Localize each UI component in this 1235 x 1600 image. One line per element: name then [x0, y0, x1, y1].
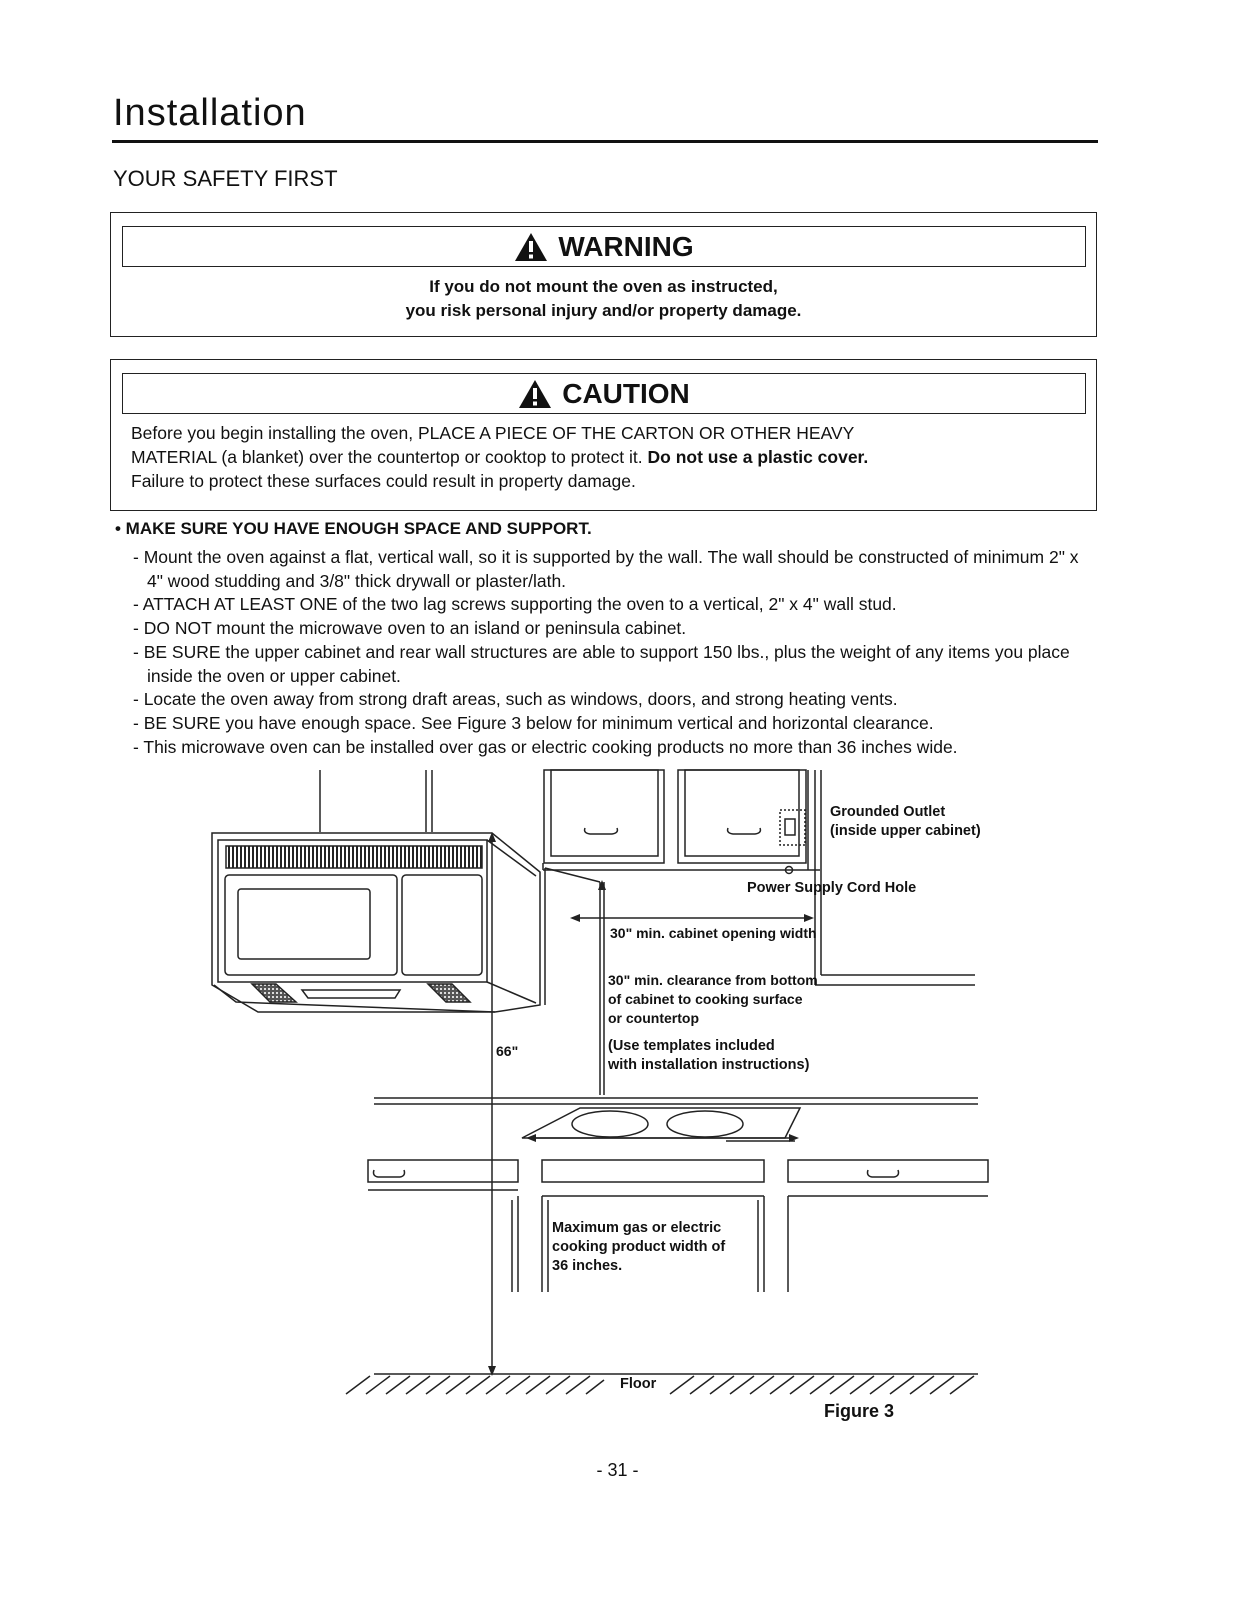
cabinet-width-label: 30" min. cabinet opening width [610, 925, 817, 941]
warning-title: WARNING [558, 230, 694, 262]
caution-line-2: MATERIAL (a blanket) over the countertop or cooktop to protect it. Do not use a plastic cover. [131, 447, 869, 467]
list-item: - This microwave oven can be installed over gas or electric cooking products no more than 36 inches wide. [133, 736, 1093, 760]
support-heading: • MAKE SURE YOU HAVE ENOUGH SPACE AND SUPPORT. [115, 519, 592, 538]
grounded-outlet-label: Grounded Outlet (inside upper cabinet) [830, 804, 981, 839]
power-cord-hole-label: Power Supply Cord Hole [747, 880, 917, 896]
list-item: - Locate the oven away from strong draft areas, such as windows, doors, and strong heating vents. [133, 688, 1093, 712]
warning-line-1: If you do not mount the oven as instructed, [429, 277, 778, 296]
section-heading: YOUR SAFETY FIRST [113, 166, 338, 191]
list-item: - BE SURE you have enough space. See Figure 3 below for minimum vertical and horizontal clearance. [133, 712, 1093, 736]
list-item: - ATTACH AT LEAST ONE of the two lag screws supporting the oven to a vertical, 2" x 4" wall stud. [133, 593, 1093, 617]
figure-caption: Figure 3 [824, 1401, 895, 1421]
caution-line-1: Before you begin installing the oven, PLACE A PIECE OF THE CARTON OR OTHER HEAVY [131, 423, 855, 443]
caution-line-3: Failure to protect these surfaces could result in property damage. [131, 471, 636, 491]
height-label: 66" [496, 1043, 519, 1059]
max-width-label: Maximum gas or electric cooking product width of 36 inches. [552, 1220, 726, 1274]
templates-label: (Use templates included with installation instructions) [608, 1038, 810, 1073]
warning-line-2: you risk personal injury and/or property damage. [405, 301, 802, 320]
clearance-label: 30" min. clearance from bottom of cabinet to cooking surface or countertop [608, 972, 818, 1026]
caution-title: CAUTION [562, 377, 690, 409]
floor-label: Floor [620, 1376, 657, 1392]
list-item: - DO NOT mount the microwave oven to an island or peninsula cabinet. [133, 617, 1093, 641]
caution-bold-text: Do not use a plastic cover. [647, 447, 869, 467]
list-item: - BE SURE the upper cabinet and rear wall structures are able to support 150 lbs., plus the weight of any items you place inside the oven or upper cabinet. [133, 641, 1093, 688]
page-title: Installation [113, 92, 307, 134]
page-number: - 31 - [596, 1460, 639, 1480]
list-item: - Mount the oven against a flat, vertical wall, so it is supported by the wall. The wall should be constructed of minimum 2" x 4" wood studding and 3/8" thick drywall or plaster/lath. [133, 546, 1093, 593]
